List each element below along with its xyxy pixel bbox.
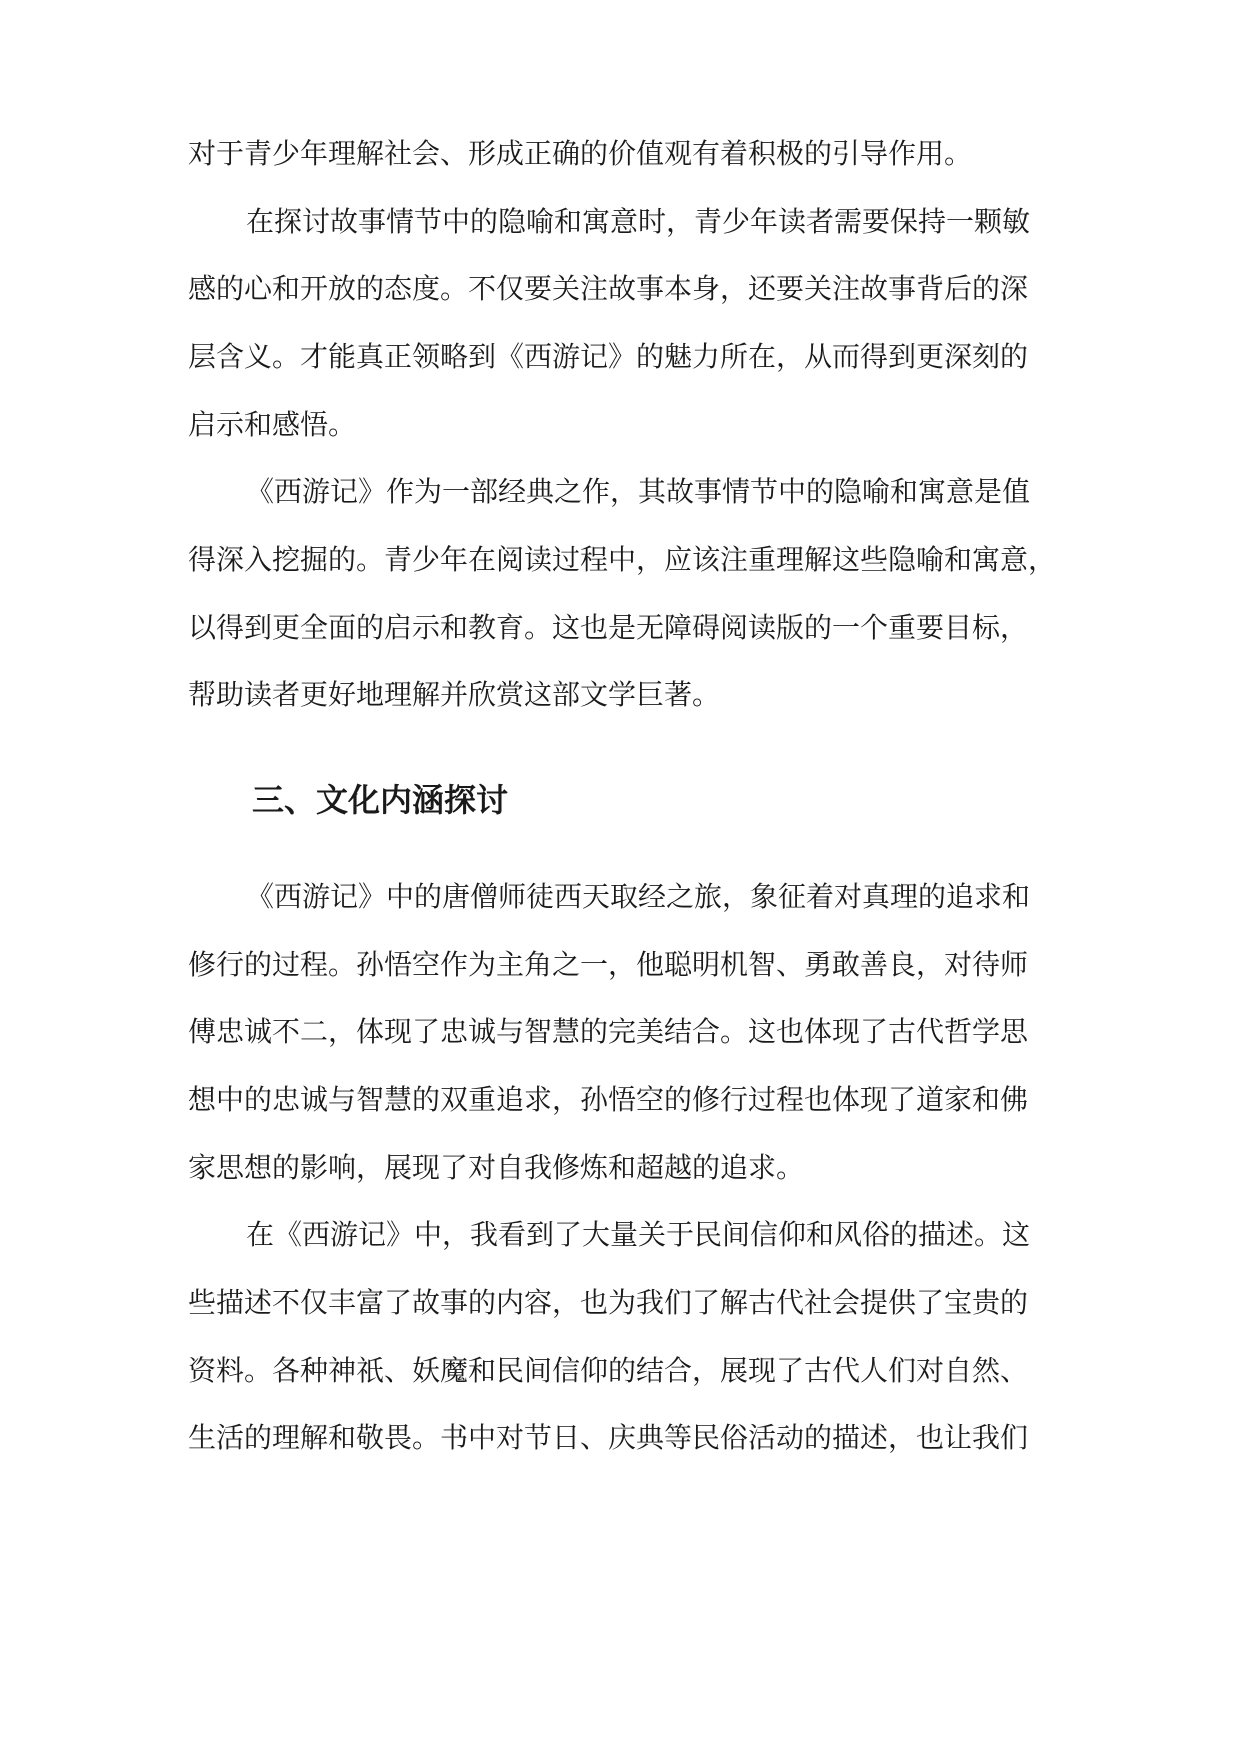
paragraph-line: 《西游记》中的唐僧师徒西天取经之旅，象征着对真理的追求和 — [246, 880, 1031, 913]
section-heading: 三、文化内涵探讨 — [252, 781, 509, 819]
paragraph-line: 家思想的影响，展现了对自我修炼和超越的追求。 — [188, 1151, 805, 1184]
paragraph-line: 傅忠诚不二，体现了忠诚与智慧的完美结合。这也体现了古代哲学思 — [188, 1015, 1029, 1048]
paragraph-line: 层含义。才能真正领略到《西游记》的魅力所在，从而得到更深刻的 — [188, 340, 1029, 373]
paragraph-line: 在探讨故事情节中的隐喻和寓意时，青少年读者需要保持一颗敏 — [246, 205, 1031, 238]
paragraph-line: 对于青少年理解社会、形成正确的价值观有着积极的引导作用。 — [188, 137, 973, 170]
paragraph-line: 修行的过程。孙悟空作为主角之一，他聪明机智、勇敢善良，对待师 — [188, 948, 1029, 981]
paragraph-line: 以得到更全面的启示和教育。这也是无障碍阅读版的一个重要目标， — [188, 611, 1029, 644]
paragraph-line: 想中的忠诚与智慧的双重追求，孙悟空的修行过程也体现了道家和佛 — [188, 1083, 1029, 1116]
paragraph-line: 感的心和开放的态度。不仅要关注故事本身，还要关注故事背后的深 — [188, 272, 1029, 305]
paragraph-line: 启示和感悟。 — [188, 408, 357, 441]
paragraph-line: 资料。各种神祇、妖魔和民间信仰的结合，展现了古代人们对自然、 — [188, 1354, 1029, 1387]
paragraph-line: 在《西游记》中，我看到了大量关于民间信仰和风俗的描述。这 — [246, 1218, 1031, 1251]
paragraph-line: 《西游记》作为一部经典之作，其故事情节中的隐喻和寓意是值 — [246, 475, 1031, 508]
paragraph-line: 得深入挖掘的。青少年在阅读过程中，应该注重理解这些隐喻和寓意， — [188, 543, 1057, 576]
paragraph-line: 生活的理解和敬畏。书中对节日、庆典等民俗活动的描述，也让我们 — [188, 1421, 1029, 1454]
paragraph-line: 帮助读者更好地理解并欣赏这部文学巨著。 — [188, 678, 721, 711]
paragraph-line: 些描述不仅丰富了故事的内容，也为我们了解古代社会提供了宝贵的 — [188, 1286, 1029, 1319]
